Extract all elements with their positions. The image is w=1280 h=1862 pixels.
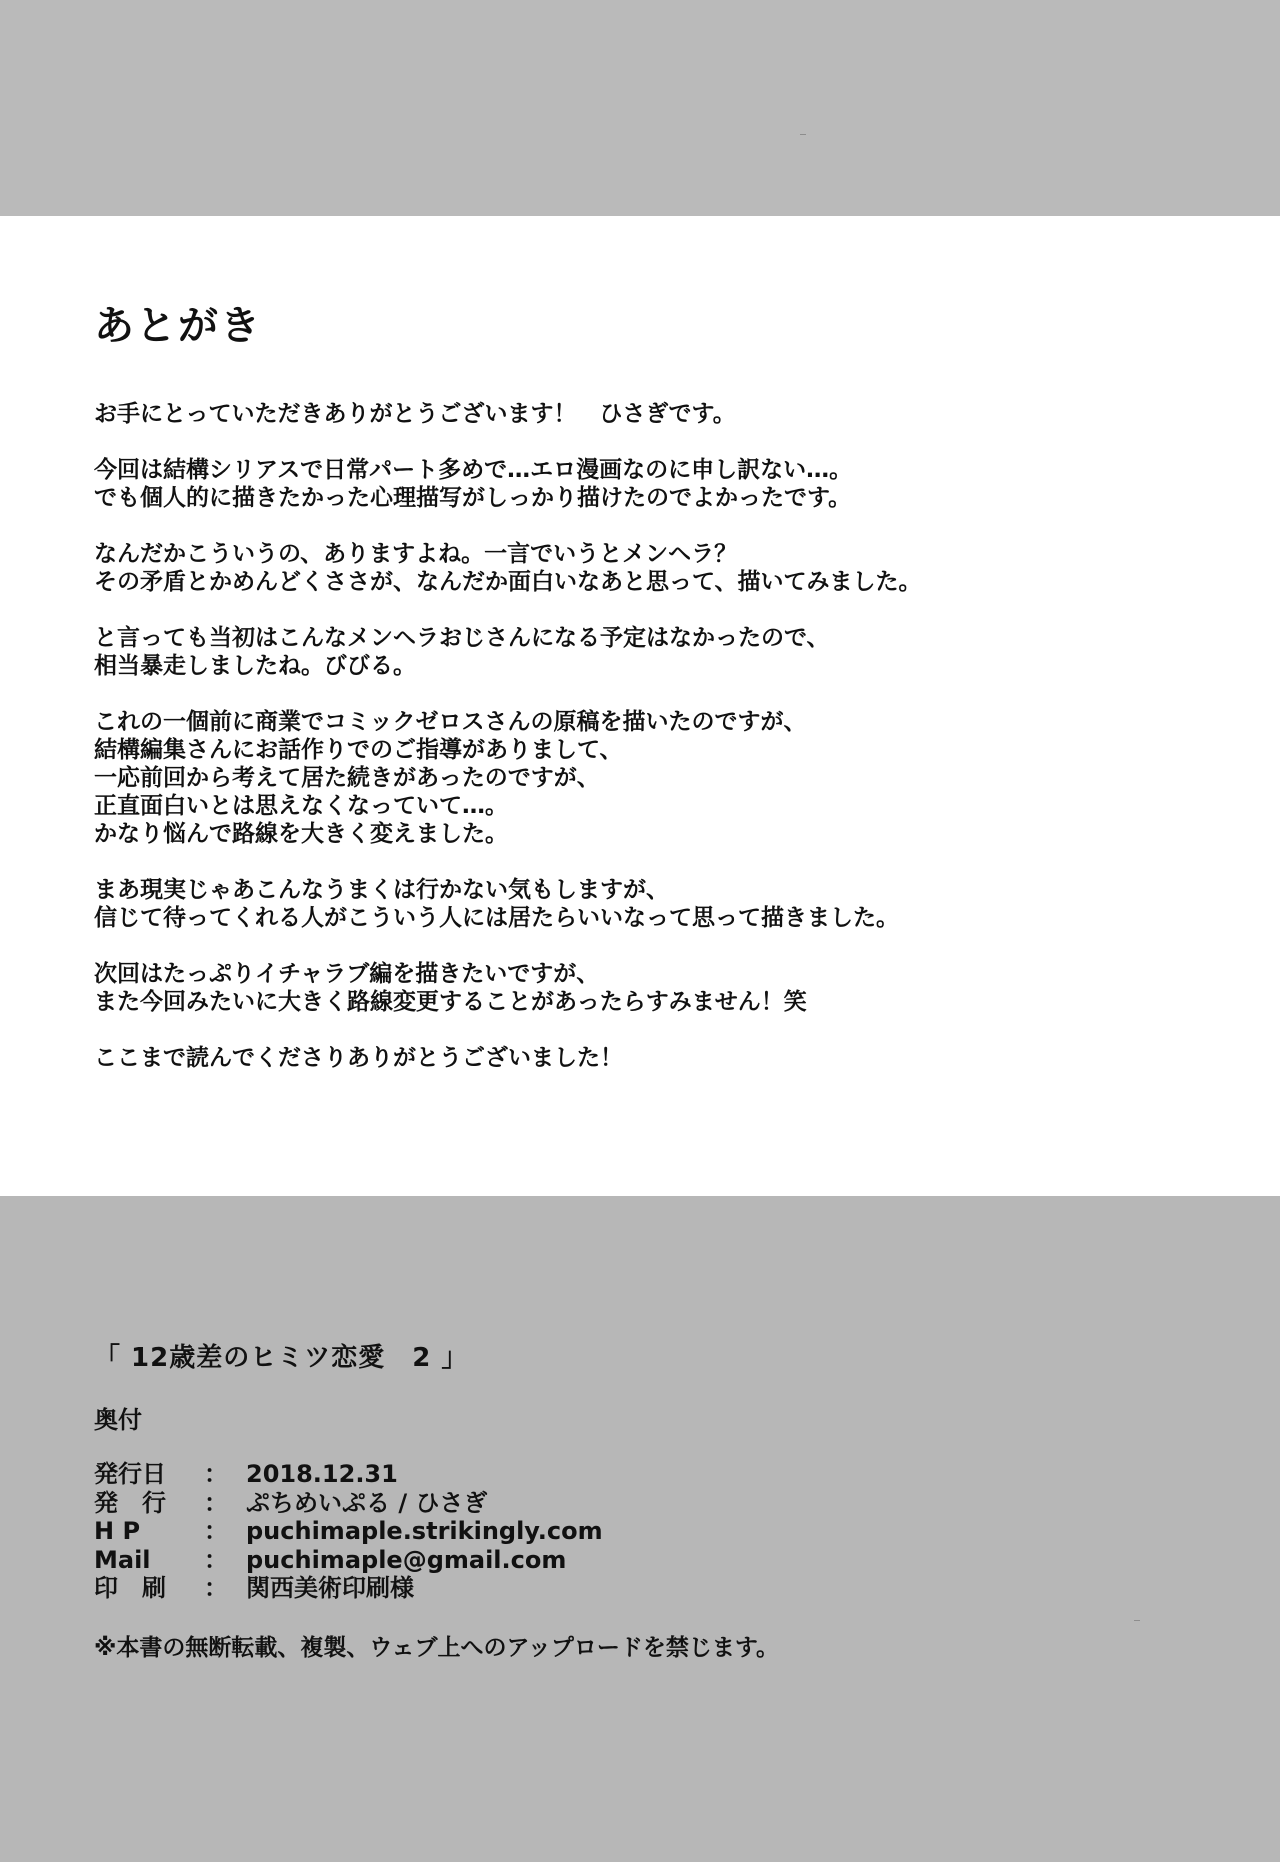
colophon-heading: 奥付 xyxy=(94,1406,142,1434)
afterword-line: と言っても当初はこんなメンヘラおじさんになる予定はなかったので、 xyxy=(94,625,830,651)
afterword-line: お手にとっていただきありがとうございます！ ひさぎです。 xyxy=(94,401,736,427)
colophon-separator: ： xyxy=(204,1460,228,1488)
afterword-line: 結構編集さんにお話作りでのご指導がありまして、 xyxy=(94,737,623,763)
colophon-band xyxy=(0,1196,1280,1862)
afterword-line: 相当暴走しましたね。びびる。 xyxy=(94,653,416,679)
afterword-line: でも個人的に描きたかった心理描写がしっかり描けたのでよかったです。 xyxy=(94,485,852,511)
book-title: 「 12歳差のヒミツ恋愛 2 」 xyxy=(94,1343,469,1373)
afterword-line: まあ現実じゃあこんなうまくは行かない気もしますが、 xyxy=(94,877,669,903)
colophon-label: 印 刷 xyxy=(94,1574,166,1602)
afterword-line: 信じて待ってくれる人がこういう人には居たらいいなって思って描きました。 xyxy=(94,905,899,931)
top-margin-band xyxy=(0,0,1280,216)
colophon-separator: ： xyxy=(204,1574,228,1602)
afterword-body xyxy=(94,400,1214,1100)
afterword-paragraph xyxy=(94,960,1214,1016)
afterword-line: 一応前回から考えて居た続きがあったのですが、 xyxy=(94,765,600,791)
colophon-value: 2018.12.31 xyxy=(246,1460,398,1488)
afterword-paragraph xyxy=(94,708,1214,848)
afterword-line: なんだかこういうの、ありますよね。一言でいうとメンヘラ？ xyxy=(94,541,738,567)
afterword-line: その矛盾とかめんどくささが、なんだか面白いなあと思って、描いてみました。 xyxy=(94,569,922,595)
afterword-paragraph xyxy=(94,540,1214,596)
afterword-line: また今回みたいに大きく路線変更することがあったらすみません！笑 xyxy=(94,989,807,1015)
afterword-paragraph xyxy=(94,400,1214,428)
colophon-value: puchimaple@gmail.com xyxy=(246,1545,567,1574)
afterword-line: 今回は結構シリアスで日常パート多めで…エロ漫画なのに申し訳ない…。 xyxy=(94,457,853,483)
colophon-value: 関西美術印刷様 xyxy=(246,1574,414,1602)
afterword-line: 正直面白いとは思えなくなっていて…。 xyxy=(94,793,508,819)
colophon-label: 発 行 xyxy=(94,1488,166,1517)
afterword-paragraph xyxy=(94,624,1214,680)
afterword-line: 次回はたっぷりイチャラブ編を描きたいですが、 xyxy=(94,961,600,987)
scan-speck xyxy=(800,134,806,135)
colophon-label: 発行日 xyxy=(94,1460,166,1488)
colophon-value: puchimaple.strikingly.com xyxy=(246,1517,603,1545)
colophon-separator: ： xyxy=(204,1545,228,1574)
afterword-paragraph xyxy=(94,1044,1214,1072)
afterword-line: これの一個前に商業でコミックゼロスさんの原稿を描いたのですが、 xyxy=(94,709,807,735)
colophon-label: Mail xyxy=(94,1545,151,1574)
afterword-line: かなり悩んで路線を大きく変えました。 xyxy=(94,821,508,847)
colophon-label: H P xyxy=(94,1517,141,1545)
copyright-notice: ※本書の無断転載、複製、ウェブ上へのアップロードを禁じます。 xyxy=(94,1635,779,1661)
afterword-line: ここまで読んでくださりありがとうございました！ xyxy=(94,1045,623,1071)
afterword-paragraph xyxy=(94,456,1214,512)
afterword-title: あとがき xyxy=(94,303,262,349)
colophon-value: ぷちめいぷる / ひさぎ xyxy=(246,1488,488,1517)
afterword-paragraph xyxy=(94,876,1214,932)
colophon-separator: ： xyxy=(204,1488,228,1517)
colophon-separator: ： xyxy=(204,1517,228,1545)
scan-speck xyxy=(1134,1620,1140,1621)
